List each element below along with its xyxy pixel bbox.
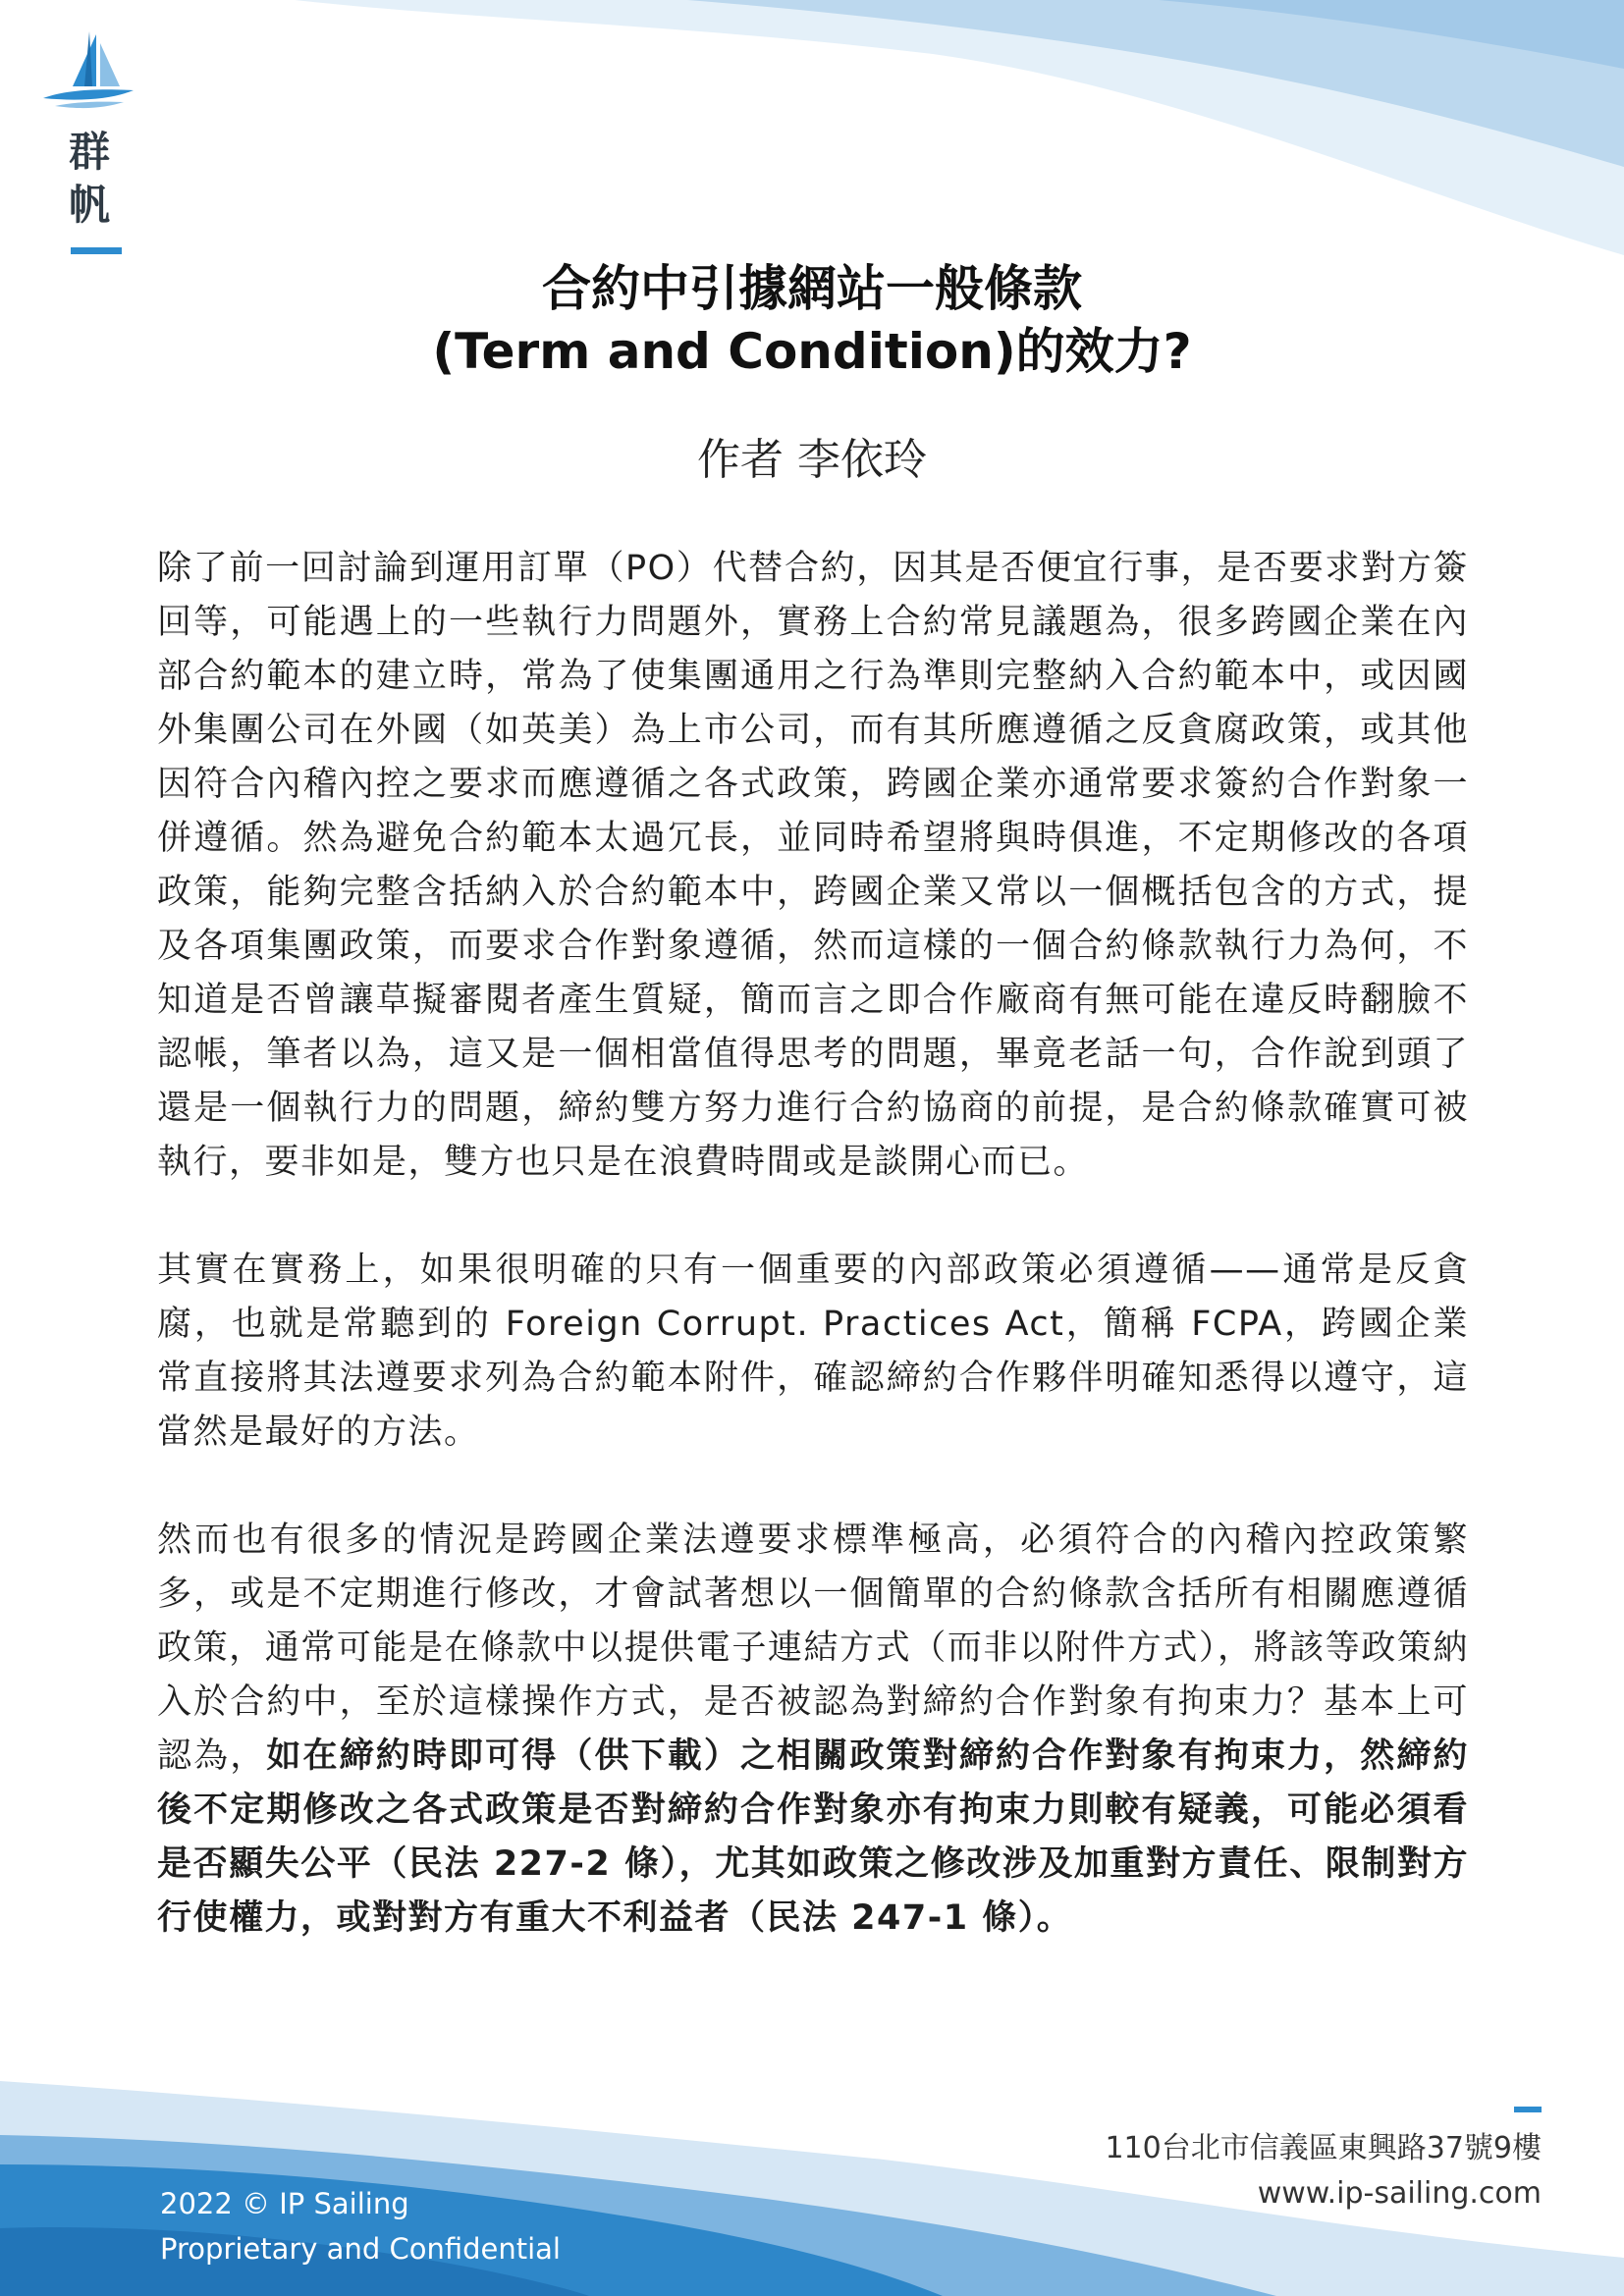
- paragraph-3-bold-text: 如在締約時即可得（供下載）之相關政策對締約合作對象有拘束力，然締約後不定期修改之各式政策是否對締約合作對象亦有拘束力則較有疑義，可能必須看是否顯失公平（民法 227-2 條），尤其如政策之修改涉及加重對方責任、限制對方行使權力，或對對方有重大不利益者（民法 247-1 條）。: [157, 1736, 1469, 1938]
- title-line-1: 合約中引據網站一般條款: [542, 260, 1082, 317]
- article-title: [0, 257, 1624, 383]
- article-author: 作者 李依玲: [697, 435, 927, 485]
- website-link[interactable]: www.ip-sailing.com: [1257, 2176, 1542, 2211]
- address-text: 110台北市信義區東興路37號9樓: [1105, 2131, 1542, 2165]
- paragraph-2: 其實在實務上，如果很明確的只有一個重要的內部政策必須遵循——通常是反貪腐，也就是常聽到的 Foreign Corrupt. Practices Act，簡稱 FCPA，跨國企業常直接將其法遵要求列為合約範本附件，確認締約合作夥伴明確知悉得以遵守，這當然是最好的方法。: [157, 1251, 1469, 1452]
- sailboat-logo-icon: [35, 29, 143, 118]
- contact-block: [1105, 2126, 1542, 2216]
- copyright-text: 2022 © IP Sailing: [160, 2187, 409, 2220]
- confidential-text: Proprietary and Confidential: [160, 2232, 561, 2266]
- paragraph-3-text: 然而也有很多的情況是跨國企業法遵要求標準極高，必須符合的內稽內控政策繁多，或是不定期進行修改，才會試著想以一個簡單的合約條款含括所有相關應遵循政策，通常可能是在條款中以提供電子連結方式（而非以附件方式），將該等政策納入於合約中，至於這樣操作方式，是否被認為對締約合作對象有拘束力？基本上可認為，: [157, 1521, 1469, 1776]
- paragraph-3: [157, 1514, 1469, 1946]
- paragraph-1: 除了前一回討論到運用訂單（PO）代替合約，因其是否便宜行事，是否要求對方簽回等，可能遇上的一些執行力問題外，實務上合約常見議題為，很多跨國企業在內部合約範本的建立時，常為了使集團通用之行為準則完整納入合約範本中，或因國外集團公司在外國（如英美）為上市公司，而有其所應遵循之反貪腐政策，或其他因符合內稽內控之要求而應遵循之各式政策，跨國企業亦通常要求簽約合作對象一併遵循。然為避免合約範本太過冗長，並同時希望將與時俱進，不定期修改的各項政策，能夠完整含括納入於合約範本中，跨國企業又常以一個概括包含的方式，提及各項集團政策，而要求合作對象遵循，然而這樣的一個合約條款執行力為何，不知道是否曾讓草擬審閱者產生質疑，簡而言之即合作廠商有無可能在違反時翻臉不認帳，筆者以為，這又是一個相當值得思考的問題，畢竟老話一句，合作說到頭了還是一個執行力的問題，締約雙方努力進行合約協商的前提，是合約條款確實可被執行，要非如是，雙方也只是在浪費時間或是談開心而已。: [157, 549, 1469, 1182]
- article-body: [157, 542, 1469, 1946]
- contact-divider: [1514, 2107, 1542, 2112]
- brand-divider: [71, 247, 122, 254]
- brand-name: 群帆: [69, 128, 111, 229]
- footer: [160, 2181, 561, 2271]
- title-line-2: (Term and Condition)的效力?: [432, 323, 1192, 380]
